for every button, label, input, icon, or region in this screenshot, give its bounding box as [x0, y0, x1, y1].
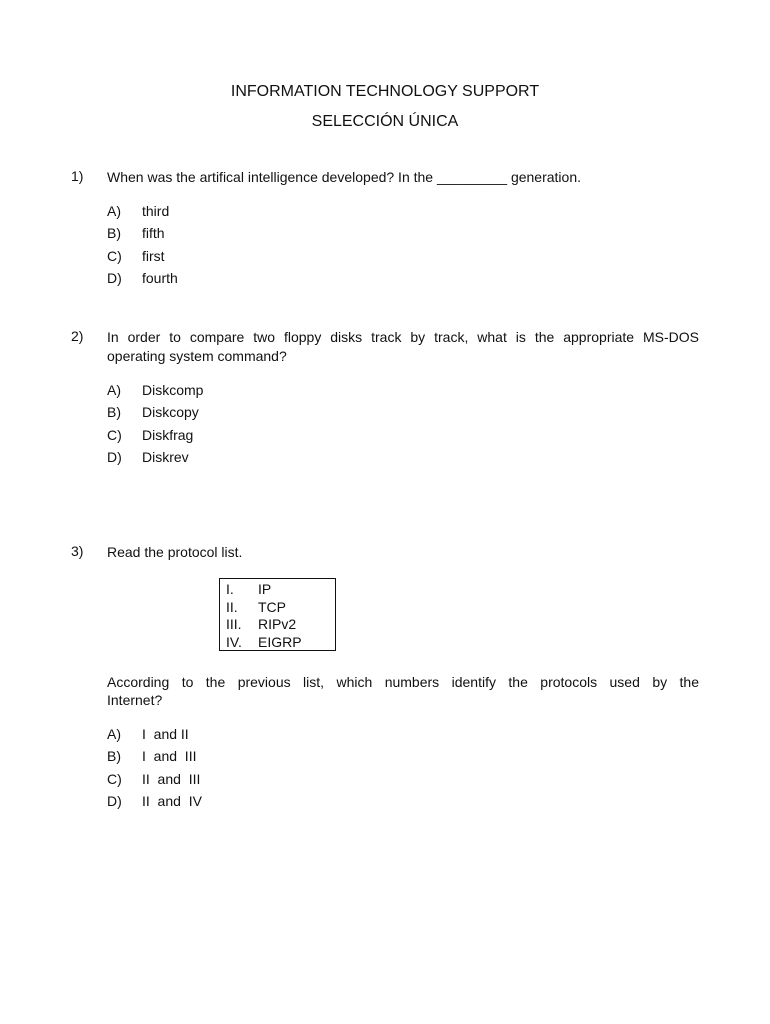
option-letter: D) — [107, 449, 122, 466]
protocol-row — [220, 581, 335, 599]
option-letter: B) — [107, 404, 121, 421]
question-2-text-line1: In order to compare two floppy disks track by track, what is the appropriate MS-DOS — [107, 329, 699, 345]
option-text: fifth — [142, 225, 165, 242]
option-letter: B) — [107, 225, 121, 242]
protocol-numeral: III. — [226, 616, 242, 633]
document-subtitle: SELECCIÓN ÚNICA — [311, 113, 459, 130]
question-3-followup-line1: According to the previous list, which numbers identify the protocols used by the — [107, 674, 699, 690]
document-title: INFORMATION TECHNOLOGY SUPPORT — [230, 83, 540, 100]
option-letter: C) — [107, 770, 122, 787]
option-text: II and III — [142, 770, 201, 787]
protocol-name: RIPv2 — [258, 616, 297, 633]
protocol-row — [220, 634, 335, 652]
protocol-row — [220, 616, 335, 634]
option-text: Diskcomp — [142, 382, 204, 398]
option-text: Diskfrag — [142, 426, 194, 443]
protocol-name: EIGRP — [258, 633, 302, 650]
option-text: I and III — [142, 748, 197, 765]
option-text: Diskcopy — [142, 404, 199, 421]
question-3-followup-line2: Internet? — [107, 692, 163, 708]
option-text: fourth — [142, 270, 178, 287]
option-letter: B) — [107, 748, 121, 765]
option-letter: D) — [107, 270, 122, 287]
question-3-text: Read the protocol list. — [107, 544, 243, 560]
option-letter: C) — [107, 426, 122, 443]
protocol-numeral: II. — [226, 598, 238, 615]
option-letter: A) — [107, 382, 121, 398]
protocol-numeral: IV. — [226, 633, 242, 650]
question-3-number: 3) — [71, 543, 84, 559]
option-letter: A) — [107, 726, 121, 742]
protocol-name: TCP — [258, 598, 286, 615]
option-letter: C) — [107, 247, 122, 264]
option-text: third — [142, 203, 170, 219]
protocol-name: IP — [258, 581, 272, 597]
protocol-numeral: I. — [226, 581, 234, 597]
option-text: II and IV — [142, 793, 202, 810]
protocol-list-box — [219, 578, 336, 651]
protocol-row — [220, 599, 335, 617]
option-letter: D) — [107, 793, 122, 810]
option-letter: A) — [107, 203, 121, 219]
question-1-text: When was the artifical intelligence developed? In the _________ generation. — [107, 169, 581, 185]
option-text: Diskrev — [142, 449, 189, 466]
question-2-number: 2) — [71, 328, 84, 344]
option-text: first — [142, 247, 165, 264]
option-text: I and II — [142, 726, 189, 742]
question-1-number: 1) — [71, 168, 84, 184]
question-2-text-line2: operating system command? — [107, 348, 287, 364]
